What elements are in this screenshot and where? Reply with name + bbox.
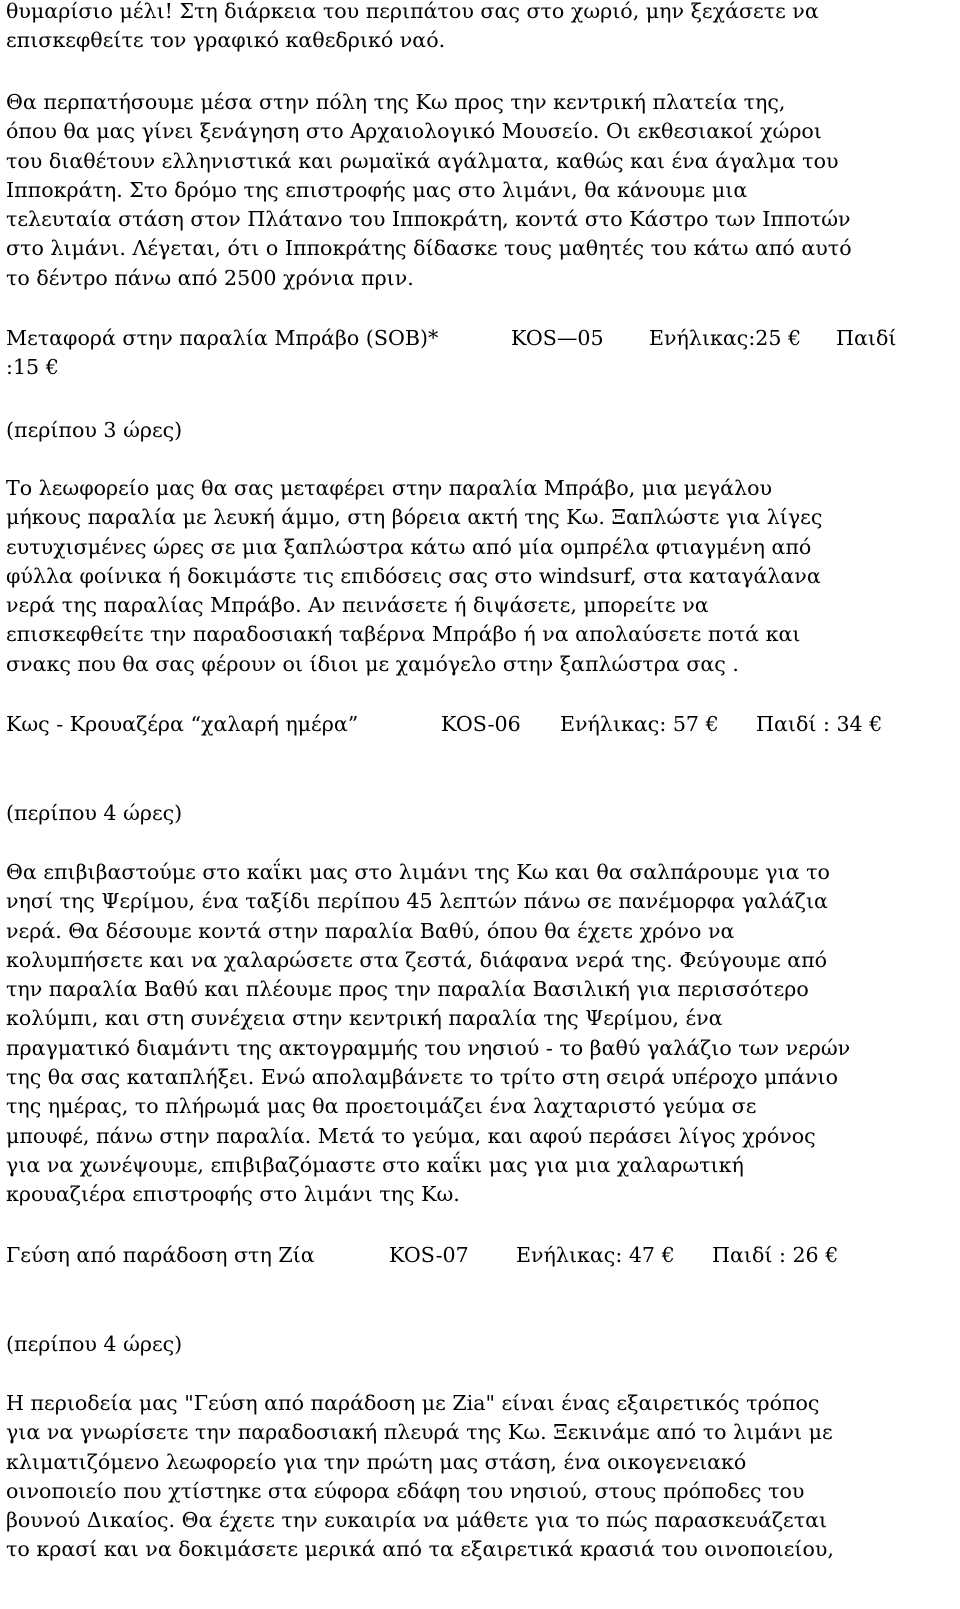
tour-code: KOS-06 <box>441 712 521 736</box>
text-line: για να γνωρίσετε την παραδοσιακή πλευρά της Κω. Ξεκινάμε από το λιμάνι με <box>6 1420 833 1445</box>
text-line: Ιπποκράτη. Στο δρόμο της επιστροφής μας στο λιμάνι, θα κάνουμε μια <box>6 177 748 202</box>
text-line: τελευταία στάση στον Πλάτανο του Ιπποκράτη, κοντά στο Κάστρο των Ιπποτών <box>6 207 851 232</box>
intro-paragraph <box>6 0 952 56</box>
child-price: Παιδί : 26 € <box>712 1243 839 1267</box>
text-line: ευτυχισμένες ώρες σε μια ξαπλώστρα κάτω από μία ομπρέλα φτιαγμένη από <box>6 534 812 559</box>
child-price: Παιδί : 34 € <box>756 712 883 736</box>
text-line: κολύμπι, και στη συνέχεια στην κεντρική παραλία της Ψερίμου, ένα <box>6 1006 723 1031</box>
text-line: βουνού Δικαίος. Θα έχετε την ευκαιρία να μάθετε για το πώς παρασκευάζεται <box>6 1508 828 1533</box>
text-line: κλιματιζόμενο λεωφορείο για την πρώτη μας στάση, ένα οικογενειακό <box>6 1449 747 1474</box>
text-line: για να χωνέψουμε, επιβιβαζόμαστε στο καΐκι μας για μια χαλαρωτική <box>6 1152 744 1177</box>
tour-description-kos-07 <box>6 1389 952 1565</box>
tour-duration: (περίπου 4 ώρες) <box>6 801 183 825</box>
text-line: Το λεωφορείο μας θα σας μεταφέρει στην παραλία Μπράβο, μια μεγάλου <box>6 476 772 500</box>
text-line: όπου θα μας γίνει ξενάγηση στο Αρχαιολογικό Μουσείο. Οι εκθεσιακοί χώροι <box>6 119 822 144</box>
adult-price: Ενήλικας: 47 € <box>516 1243 675 1267</box>
tour-duration: (περίπου 3 ώρες) <box>6 418 183 442</box>
text-line: σνακς που θα σας φέρουν οι ίδιοι με χαμόγελο στην ξαπλώστρα σας . <box>6 651 739 676</box>
text-line: νερά της παραλίας Μπράβο. Αν πεινάσετε ή διψάσετε, μπορείτε να <box>6 593 709 618</box>
text-line: μήκους παραλία με λευκή άμμο, στη βόρεια ακτή της Κω. Ξαπλώστε για λίγες <box>6 505 823 530</box>
text-line: νερά. Θα δέσουμε κοντά στην παραλία Βαθύ, όπου θα έχετε χρόνο να <box>6 918 735 943</box>
tour-title: Κως - Κρουαζέρα “χαλαρή ημέρα” <box>6 712 359 736</box>
text-line: νησί της Ψερίμου, ένα ταξίδι περίπου 45 λεπτών πάνω σε πανέμορφα γαλάζια <box>6 889 828 914</box>
adult-price: Ενήλικας: 57 € <box>560 712 719 736</box>
text-line: πραγματικό διαμάντι της ακτογραμμής του νησιού - το βαθύ γαλάζιο των νερών <box>6 1035 851 1060</box>
tour-description-kos-05 <box>6 474 952 679</box>
adult-price: Ενήλικας:25 € <box>649 326 802 350</box>
tour-title: Μεταφορά στην παραλία Μπράβο (SOB)* <box>6 326 439 350</box>
text-line: Θα περπατήσουμε μέσα στην πόλη της Κω προς την κεντρική πλατεία της, <box>6 90 786 114</box>
text-line: φύλλα φοίνικα ή δοκιμάστε τις επιδόσεις σας στο windsurf, στα καταγάλανα <box>6 563 821 588</box>
child-price-continued: :15 € <box>6 355 59 379</box>
text-line: του διαθέτουν ελληνιστικά και ρωμαϊκά αγάλματα, καθώς και ένα άγαλμα του <box>6 148 839 173</box>
text-line: το δέντρο πάνω από 2500 χρόνια πριν. <box>6 265 414 290</box>
text-line: Η περιοδεία μας "Γεύση από παράδοση με Ζia" είναι ένας εξαιρετικός τρόπος <box>6 1391 820 1415</box>
tour-description-kos-06 <box>6 858 952 1210</box>
child-price: Παιδί <box>836 326 897 350</box>
tour-heading-kos-05 <box>6 324 952 384</box>
text-line: την παραλία Βαθύ και πλέουμε προς την παραλία Βασιλική για περισσότερο <box>6 977 809 1002</box>
text-line: το κρασί και να δοκιμάσετε μερικά από τα εξαιρετικά κρασιά του οινοποιείου, <box>6 1537 834 1562</box>
tour-code: KOS-07 <box>389 1243 469 1267</box>
tour-duration: (περίπου 4 ώρες) <box>6 1332 183 1356</box>
text-line: Θα επιβιβαστούμε στο καΐκι μας στο λιμάνι της Κω και θα σαλπάρουμε για το <box>6 860 830 884</box>
text-line: της θα σας καταπλήξει. Ενώ απολαμβάνετε το τρίτο στη σειρά υπέροχο μπάνιο <box>6 1065 838 1090</box>
text-line: επισκεφθείτε τον γραφικό καθεδρικό ναό. <box>6 28 446 53</box>
tour-heading-kos-06 <box>6 710 952 740</box>
text-line: μπουφέ, πάνω στην παραλία. Μετά το γεύμα, και αφού περάσει λίγος χρόνος <box>6 1123 816 1148</box>
text-line: κρουαζιέρα επιστροφής στο λιμάνι της Κω. <box>6 1182 460 1207</box>
text-line: στο λιμάνι. Λέγεται, ότι ο Ιπποκράτης δίδασκε τους μαθητές του κάτω από αυτό <box>6 236 852 261</box>
tour-heading-kos-07 <box>6 1241 952 1271</box>
text-line: κολυμπήσετε και να χαλαρώσετε στα ζεστά, διάφανα νερά της. Φεύγουμε από <box>6 947 828 972</box>
text-line: οινοποιείο που χτίστηκε στα εύφορα εδάφη του νησιού, στους πρόποδες του <box>6 1478 805 1503</box>
text-line: της ημέρας, το πλήρωμά μας θα προετοιμάζει ένα λαχταριστό γεύμα σε <box>6 1094 757 1119</box>
tour-title: Γεύση από παράδοση στη Ζία <box>6 1243 315 1267</box>
tour-code: KOS—05 <box>511 326 604 350</box>
kos-town-paragraph <box>6 88 952 293</box>
text-line: θυμαρίσιο μέλι! Στη διάρκεια του περιπάτου σας στο χωριό, μην ξεχάσετε να <box>6 0 819 23</box>
text-line: επισκεφθείτε την παραδοσιακή ταβέρνα Μπράβο ή να απολαύσετε ποτά και <box>6 622 801 647</box>
